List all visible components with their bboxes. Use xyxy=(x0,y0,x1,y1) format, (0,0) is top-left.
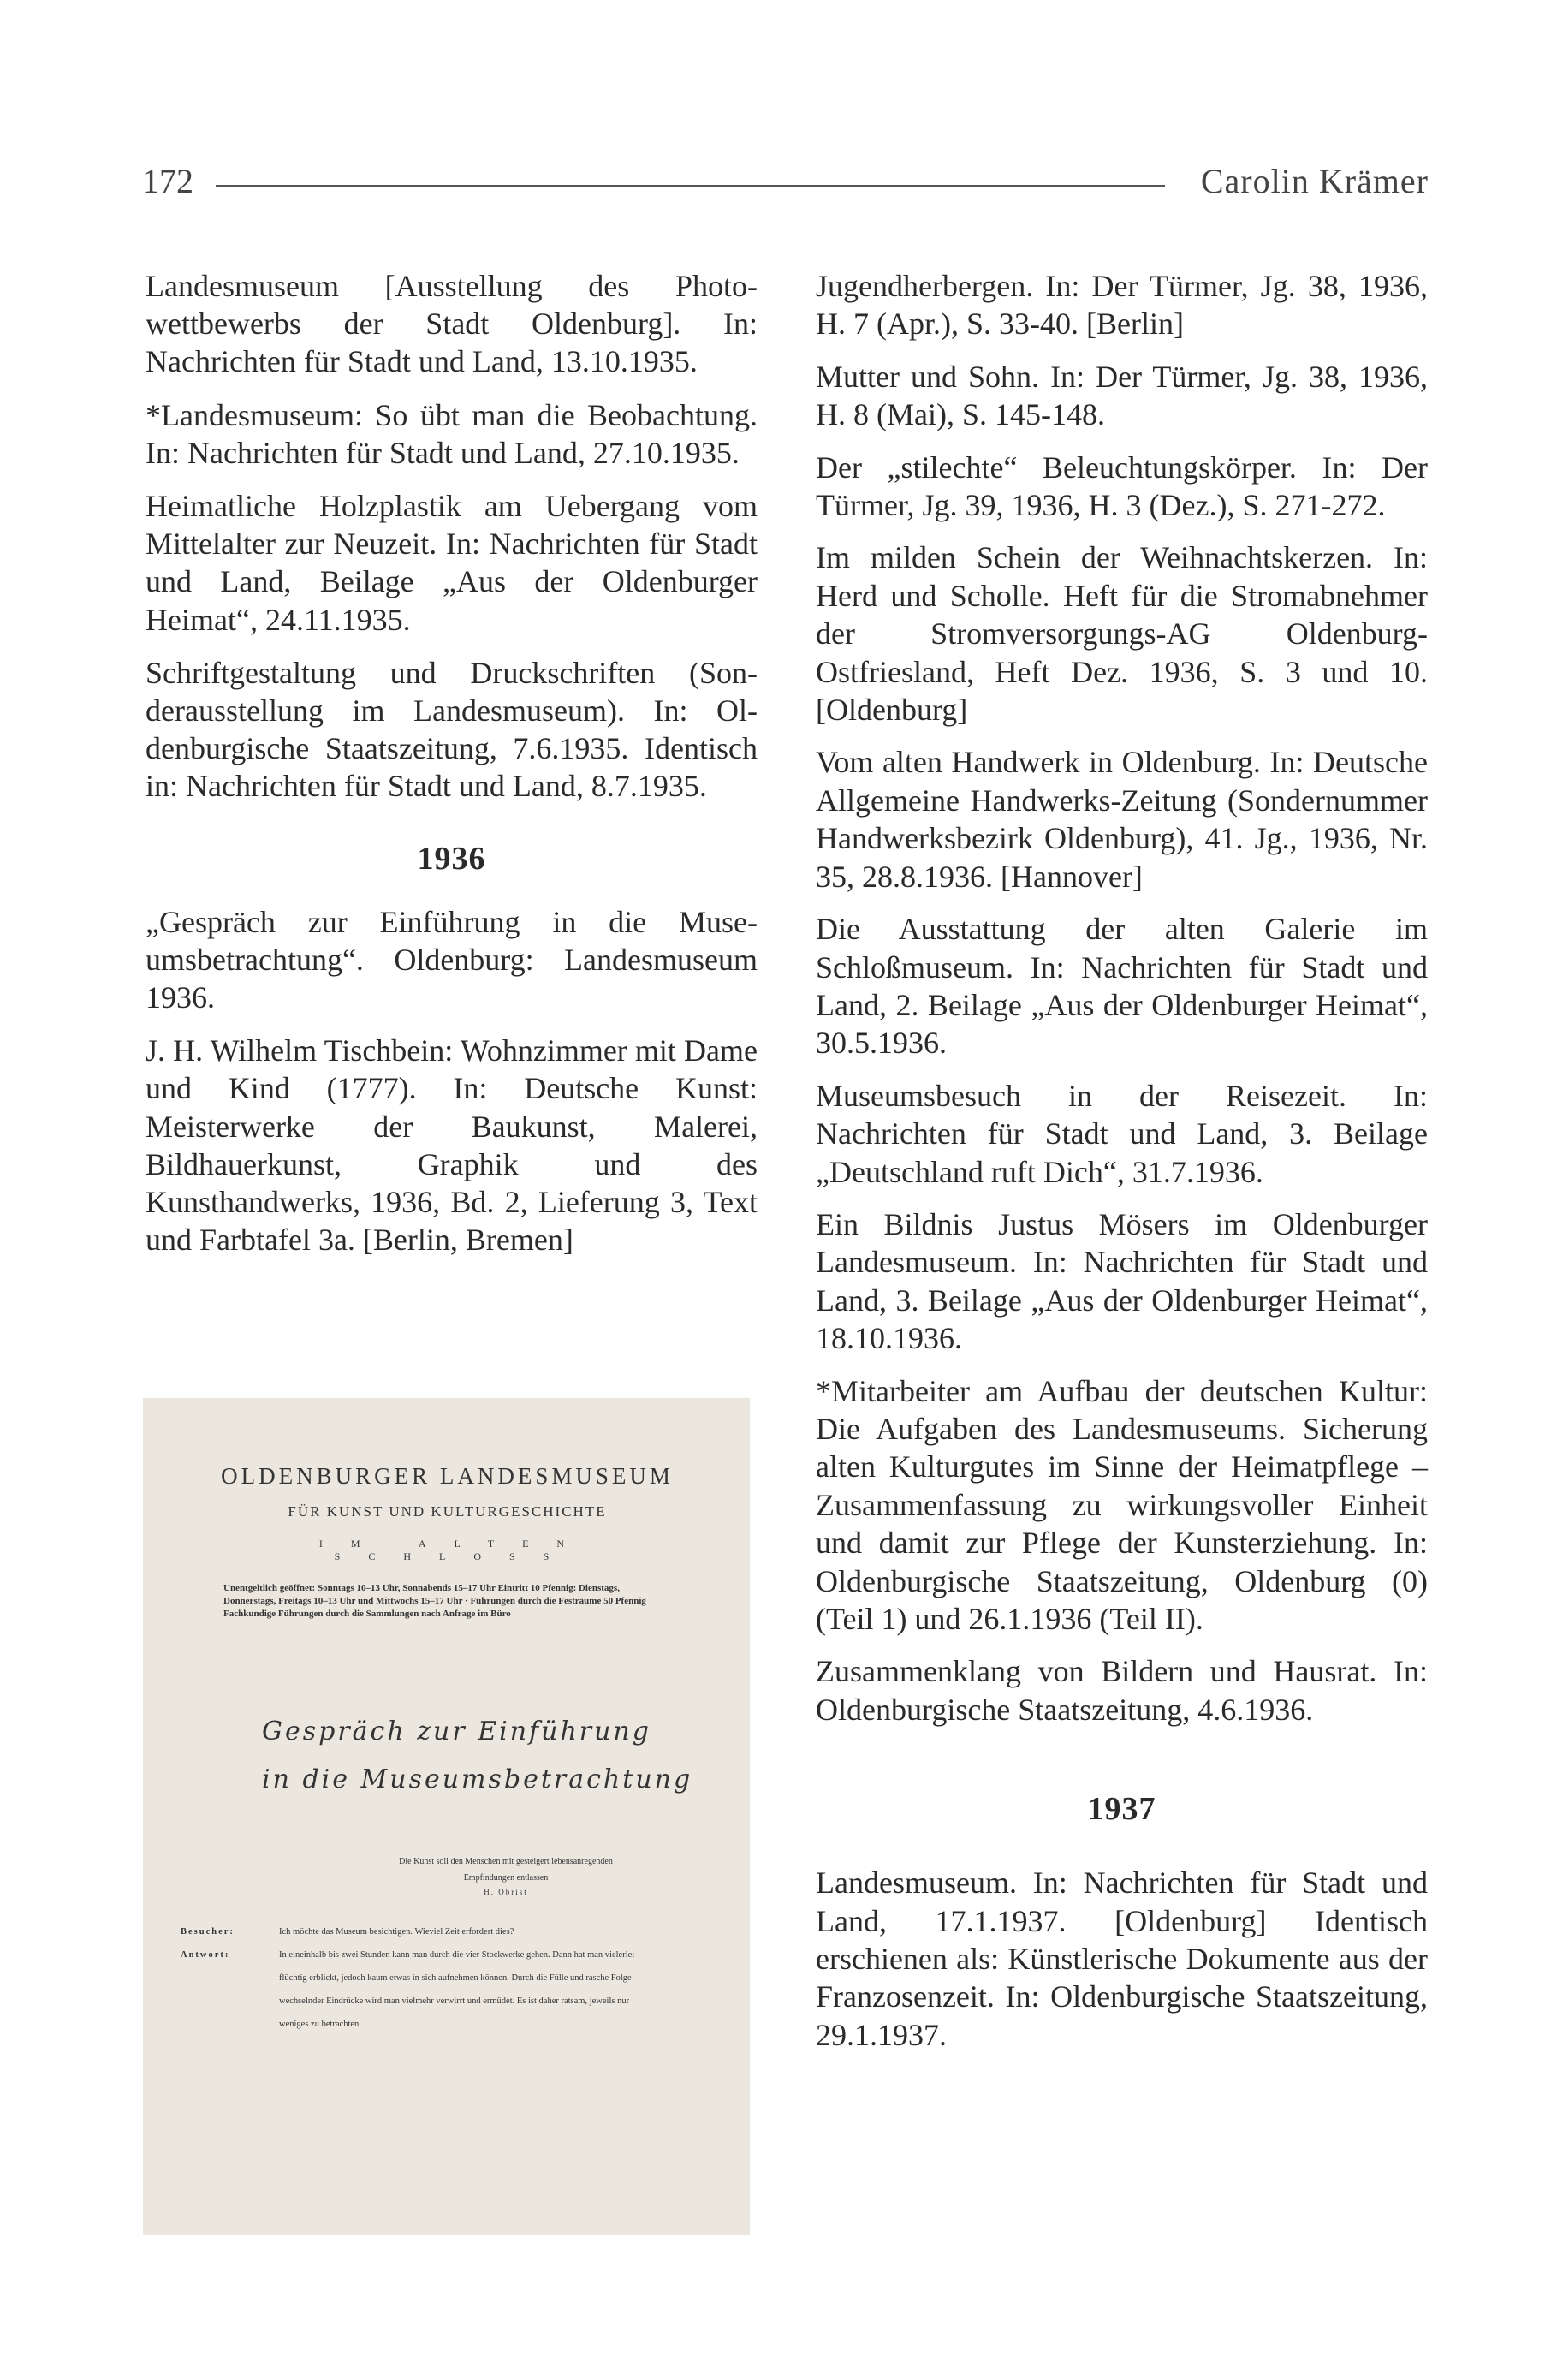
scanned-pamphlet-image xyxy=(143,1398,750,2235)
pamphlet-dialog xyxy=(181,1920,714,2036)
bibliography-entry: Mutter und Sohn. In: Der Türmer, Jg. 38, 1936, H. 8 (Mai), S. 145-148. xyxy=(816,359,1428,432)
dialog-answer xyxy=(181,1943,714,2036)
answer-text: In eineinhalb bis zwei Stunden kann man durch die vier Stockwerke gehen. Dann hat man vielerlei flüchtig erblickt, jedoch kaum etwas in sich aufnehmen können. Durch die Fülle und rasche Folge wechselnder Eindrücke wird man vielmehr verwirrt und ermüdet. Es ist daher ratsam, jeweils nur weniges zu betrachten. xyxy=(279,1950,635,2029)
bibliography-entry: „Gespräch zur Einführung in die Museumsbetrachtung“. Oldenburg: Landesmuseum 1936. xyxy=(146,904,758,1015)
visitor-text: Ich möchte das Museum besichtigen. Wieviel Zeit erfordert dies? xyxy=(279,1927,514,1937)
bibliography-entry: Jugendherbergen. In: Der Türmer, Jg. 38, 1936, H. 7 (Apr.), S. 33-40. [Berlin] xyxy=(816,269,1428,342)
bibliography-entry: Ein Bildnis Justus Mösers im Oldenburger Landesmuseum. In: Nachrichten für Stadt und Land, 3. Beilage „Aus der Oldenburger Heimat“, 18.10.1936. xyxy=(816,1206,1428,1356)
pamphlet-quote-author: H. Obrist xyxy=(484,1888,528,1896)
pamphlet-museum-subtitle: FÜR KUNST UND KULTURGESCHICHTE xyxy=(288,1503,607,1520)
dialog-visitor xyxy=(181,1920,714,1943)
header-rule xyxy=(216,185,1165,187)
bibliography-entry: Der „stilechte“ Beleuchtungskörper. In: Der Türmer, Jg. 39, 1936, H. 3 (Dez.), S. 271-272. xyxy=(816,449,1428,523)
bibliography-entry: Museumsbesuch in der Reisezeit. In: Nachrichten für Stadt und Land, 3. Beilage „Deutschland ruft Dich“, 31.7.1936. xyxy=(816,1078,1428,1189)
pamphlet-quote: Die Kunst soll den Menschen mit gesteigert lebensanregenden Empfindungen entlassen xyxy=(399,1857,613,1883)
bibliography-entry: J. H. Wilhelm Tischbein: Wohnzimmer mit Dame und Kind (1777). In: Deutsche Kunst: Meisterwerke der Baukunst, Malerei, Bildhauerkunst, Graphik und des Kunsthandwerks, 1936, Bd. 2, Lieferung 3, Text und Farbtafel 3a. [Berlin, Bremen] xyxy=(146,1033,758,1258)
year-heading-1937: 1937 xyxy=(1087,1791,1156,1828)
running-head-author: Carolin Krämer xyxy=(1200,162,1429,200)
bibliography-entry: *Landesmuseum: So übt man die Beobachtung. In: Nachrichten für Stadt und Land, 27.10.1935. xyxy=(146,397,758,470)
page-number: 172 xyxy=(142,162,193,200)
running-header xyxy=(142,154,1429,205)
bibliography-entry: *Mitarbeiter am Aufbau der deutschen Kultur: Die Aufgaben des Landesmuseums. Sicherung alten Kulturgutes im Sinne der Heimatpflege – Zusammenfassung zu wirkungsvoller Einheit und damit zur Pflege der Kunsterziehung. In: Oldenburgische Staatszeitung, Oldenburg (0) (Teil 1) und 26.1.1936 (Teil II). xyxy=(816,1373,1428,1636)
left-column xyxy=(146,267,758,1274)
visitor-label: Besucher: xyxy=(181,1927,235,1937)
pamphlet-heading xyxy=(262,1708,714,1804)
pamphlet-opening-hours: Unentgeltlich geöffnet: Sonntags 10–13 Uhr, Sonnabends 15–17 Uhr Eintritt 10 Pfennig: Dienstags, Donnerstags, Freitags 10–13 Uhr und Mittwochs 15–17 Uhr · Führungen durch die Festräume 50 Pfennig Fachkundige Führungen durch die Sammlungen nach Anfrage im Büro xyxy=(223,1583,646,1619)
bibliography-entry: Heimatliche Holzplastik am Uebergang vom Mittelalter zur Neuzeit. In: Nachrichten für Stadt und Land, Beilage „Aus der Oldenburger Heimat“, 24.11.1935. xyxy=(146,489,758,637)
year-heading-1936: 1936 xyxy=(417,840,486,877)
pamphlet-museum-place: IM ALTEN SCHLOSS xyxy=(318,1538,593,1562)
pamphlet-heading-line-1: Gespräch zur Einführung xyxy=(262,1717,651,1746)
bibliography-entry: Vom alten Handwerk in Oldenburg. In: Deutsche Allgemeine Handwerks-Zeitung (Sondernummer Handwerksbezirk Oldenburg), 41. Jg., 1936, Nr. 35, 28.8.1936. [Hannover] xyxy=(816,745,1428,894)
bibliography-entry: Landesmuseum. In: Nachrichten für Stadt und Land, 17.1.1937. [Oldenburg] Identisch erschienen als: Künstlerische Dokumente aus der Franzosenzeit. In: Oldenburgische Staatszeitung, 29.1.1937. xyxy=(816,1865,1428,2052)
pamphlet-museum-title: OLDENBURGER LANDESMUSEUM xyxy=(221,1463,674,1489)
bibliography-entry: Zusammenklang von Bildern und Hausrat. In: Oldenburgische Staatszeitung, 4.6.1936. xyxy=(816,1654,1428,1727)
pamphlet-heading-line-2: in die Museumsbetrachtung xyxy=(262,1764,693,1794)
bibliography-entry: Schriftgestaltung und Druckschriften (Sonderausstellung im Landesmuseum). In: Oldenburgische Staatszeitung, 7.6.1935. Identisch in: Nachrichten für Stadt und Land, 8.7.1935. xyxy=(146,655,758,804)
answer-label: Antwort: xyxy=(181,1950,230,1960)
right-column xyxy=(816,267,1428,2068)
bibliography-entry: Landesmuseum [Ausstellung des Photowettbewerbs der Stadt Oldenburg]. In: Nachrichten für Stadt und Land, 13.10.1935. xyxy=(146,269,758,379)
bibliography-entry: Im milden Schein der Weihnachtskerzen. In: Herd und Scholle. Heft für die Stromabnehmer der Stromversorgungs-AG Oldenburg-Ostfriesland, Heft Dez. 1936, S. 3 und 10. [Oldenburg] xyxy=(816,540,1428,728)
bibliography-entry: Die Ausstattung der alten Galerie im Schloßmuseum. In: Nachrichten für Stadt und Land, 2. Beilage „Aus der Oldenburger Heimat“, 30.5.1936. xyxy=(816,912,1428,1061)
